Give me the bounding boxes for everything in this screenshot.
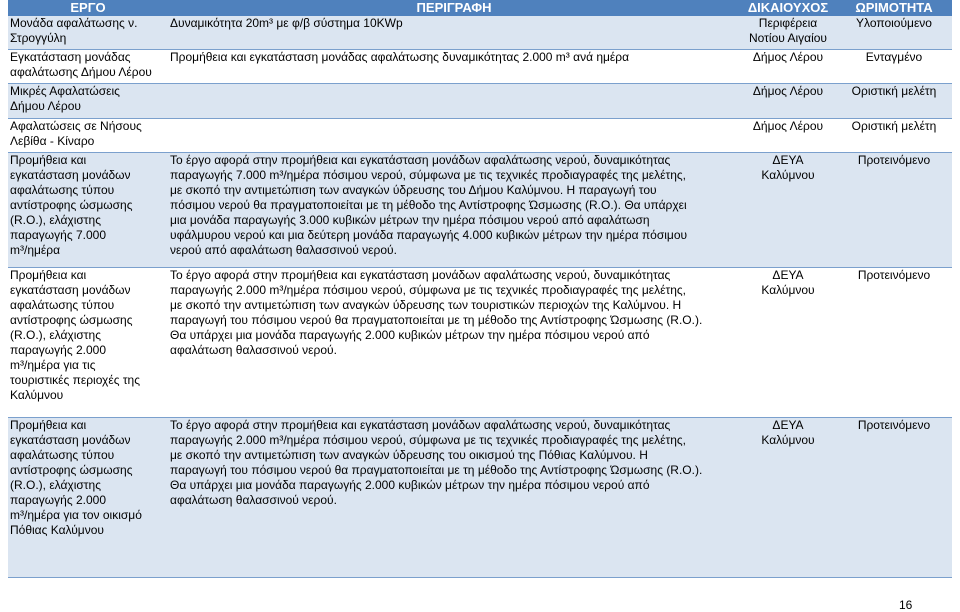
table-row	[8, 83, 952, 118]
header-maturity: ΩΡΙΜΟΤΗΤΑ	[836, 0, 952, 16]
table-header-row	[8, 0, 952, 16]
cell-status: Προτεινόμενο	[857, 417, 931, 432]
cell-status: Προτεινόμενο	[857, 267, 931, 282]
cell-status: Υλοποιούμενο	[856, 16, 932, 30]
table-row	[8, 152, 952, 267]
cell-description: Το έργο αφορά στην προμήθεια και εγκατάσταση μονάδων αφαλάτωσης νερού, δυναμικότητας παραγωγής 2.000 m³/ημέρα πόσιμου νερού, σύμφωνα με τις τεχνικές προδιαγραφές της μελέτης, με σκοπό την αντιμετώπιση των αναγκών ύδρευσης των τουριστικών περιοχών της Καλύμνου. Η παραγωγή του πόσιμου νερού θα πραγματοποιείται με τη μέθοδο της Αντίστροφης Ώσμωσης (R.O.). Θα υπάρχει μια μονάδα παραγωγής 2.000 κυβικών μέτρων την ημέρα πόσιμου νερού από αφαλάτωση θαλασσινού νερού.	[170, 267, 703, 357]
cell-project: Μονάδα αφαλάτωσης ν. Στρογγύλη	[10, 16, 138, 45]
cell-project: Προμήθεια και εγκατάσταση μονάδων αφαλάτωσης τύπου αντίστροφης ώσμωσης (R.O.), ελάχιστης παραγωγής 2.000 m³/ημέρα για τις τουριστικές περιοχές της Καλύμνου	[10, 267, 141, 402]
cell-project: Αφαλατώσεις σε Νήσους Λεβίθα - Κίναρο	[10, 118, 142, 148]
header-description: ΠΕΡΙΓΡΑΦΗ	[168, 0, 740, 16]
cell-owner: Δήμος Λέρου	[752, 83, 824, 98]
cell-description	[168, 118, 740, 152]
cell-description: Προμήθεια και εγκατάσταση μονάδας αφαλάτωσης δυναμικότητας 2.000 m³ ανά ημέρα	[170, 49, 630, 64]
cell-status: Ενταγμένο	[865, 49, 923, 64]
cell-project: Εγκατάσταση μονάδας αφαλάτωσης Δήμου Λέρου	[10, 49, 152, 79]
cell-owner: ΔΕΥΑ Καλύμνου	[761, 152, 815, 182]
cell-project: Μικρές Αφαλατώσεις Δήμου Λέρου	[10, 83, 120, 113]
cell-owner: Περιφέρεια Νοτίου Αιγαίου	[749, 16, 827, 45]
cell-description: Δυναμικότητα 20m³ με φ/β σύστημα 10KWp	[170, 16, 403, 30]
projects-table	[8, 0, 952, 578]
header-owner: ΔΙΚΑΙΟΥΧΟΣ	[740, 0, 836, 16]
cell-description: Το έργο αφορά στην προμήθεια και εγκατάσταση μονάδων αφαλάτωσης νερού, δυναμικότητας παραγωγής 7.000 m³/ημέρα πόσιμου νερού, σύμφωνα με τις τεχνικές προδιαγραφές της μελέτης, με σκοπό την αντιμετώπιση των αναγκών ύδρευσης του Δήμου Καλύμνου. Η παραγωγή του πόσιμου νερού θα πραγματοποιείται με τη μέθοδο της Αντίστροφης Ώσμωσης (R.O.). Θα υπάρχει μια μονάδα παραγωγής 3.000 κυβικών μέτρων την ημέρα πόσιμου νερού από αφαλάτωση υφάλμυρου νερού και μια δεύτερη μονάδα παραγωγής 4.000 κυβικών μέτρων την ημέρα πόσιμου νερού από αφαλάτωση θαλασσινού νερού.	[170, 152, 688, 257]
table-row	[8, 16, 952, 49]
table-row	[8, 417, 952, 577]
cell-project: Προμήθεια και εγκατάσταση μονάδων αφαλάτωσης τύπου αντίστροφης ώσμωσης (R.O.), ελάχιστης παραγωγής 7.000 m³/ημέρα	[10, 152, 133, 257]
cell-project: Προμήθεια και εγκατάσταση μονάδων αφαλάτωσης τύπου αντίστροφης ώσμωσης (R.O.), ελάχιστης παραγωγής 2.000 m³/ημέρα για τον οικισμό Πόθιας Καλύμνου	[10, 417, 142, 537]
cell-status: Προτεινόμενο	[857, 152, 931, 167]
cell-description	[168, 83, 740, 118]
table-row	[8, 267, 952, 417]
cell-description: Το έργο αφορά στην προμήθεια και εγκατάσταση μονάδων αφαλάτωσης νερού, δυναμικότητας παραγωγής 2.000 m³/ημέρα πόσιμου νερού, σύμφωνα με τις τεχνικές προδιαγραφές της μελέτης, με σκοπό την αντιμετώπιση των αναγκών ύδρευσης του οικισμού της Πόθιας Καλύμνου. Η παραγωγή του πόσιμου νερού θα πραγματοποιείται με τη μέθοδο της Αντίστροφης Ώσμωσης (R.O.). Θα υπάρχει μια μονάδα παραγωγής 2.000 κυβικών μέτρων την ημέρα πόσιμου νερού από αφαλάτωση θαλασσινού νερού.	[170, 417, 703, 507]
table-row	[8, 118, 952, 152]
header-project: ΕΡΓΟ	[8, 0, 168, 16]
cell-owner: ΔΕΥΑ Καλύμνου	[761, 267, 815, 297]
cell-status: Οριστική μελέτη	[851, 118, 937, 133]
cell-owner: Δήμος Λέρου	[752, 49, 824, 64]
cell-owner: Δήμος Λέρου	[752, 118, 824, 133]
page-number: 16	[899, 598, 913, 612]
cell-status: Οριστική μελέτη	[851, 83, 937, 98]
cell-owner: ΔΕΥΑ Καλύμνου	[761, 417, 815, 447]
table-row	[8, 49, 952, 83]
